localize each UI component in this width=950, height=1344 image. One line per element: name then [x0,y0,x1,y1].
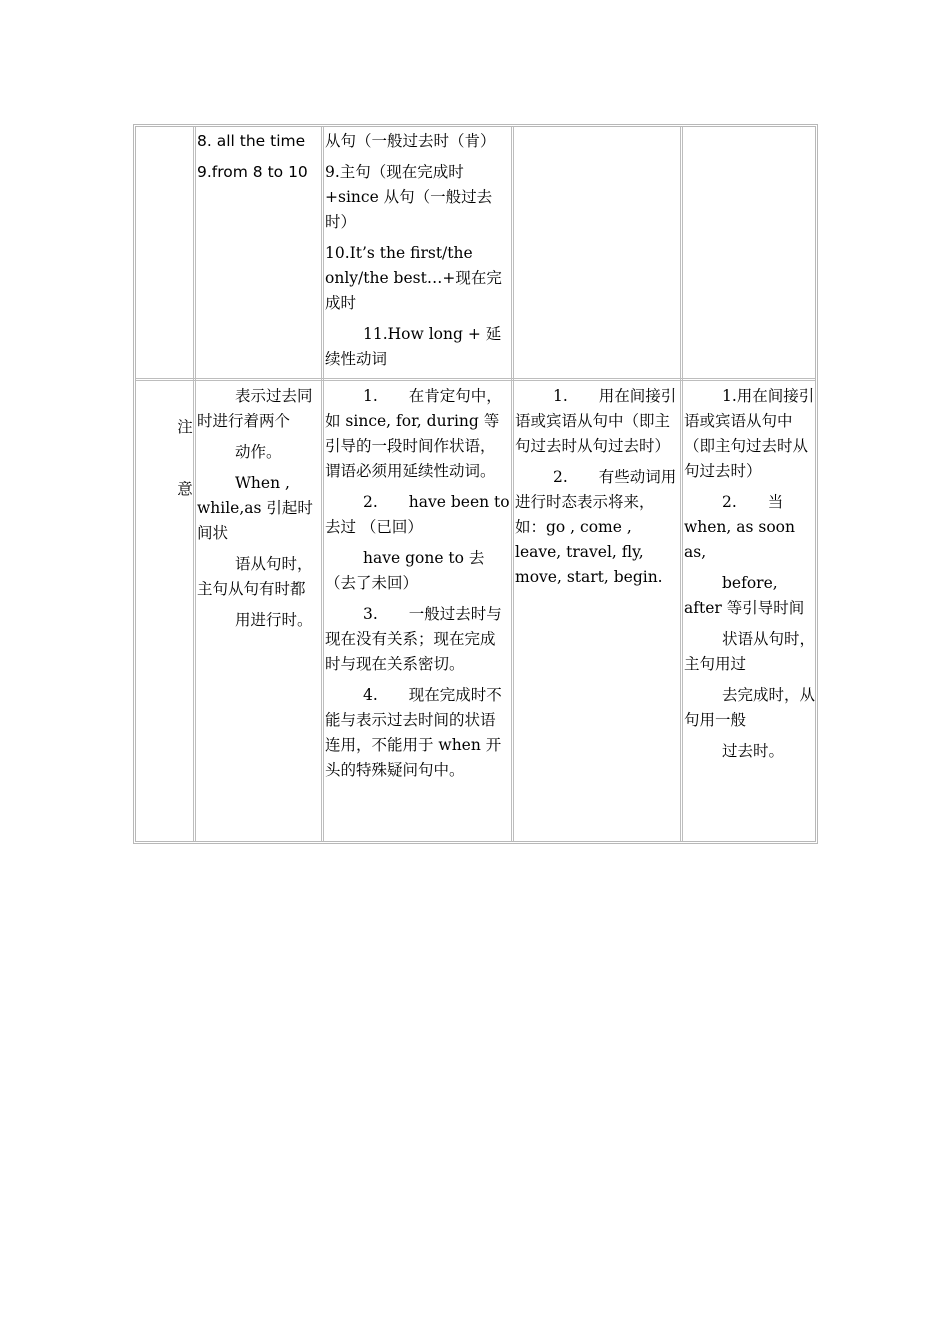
column-divider [321,127,324,841]
row1-col3-line: 从句（一般过去时（肯） [325,132,496,150]
row2-col2-line: When , while,as 引起时间状 [197,474,313,542]
row2-col3-line: 2. have been to 去过 （已回） [325,493,510,536]
row2-col5-line: 去完成时，从句用一般 [684,686,816,729]
row2-col4-line: 2. 有些动词用进行时态表示将来，如：go , come , leave, travel, fly, move, start, begin. [515,468,677,586]
row1-col2-cell [197,129,321,375]
row2-col5-line: 状语从句时，主句用过 [684,630,816,673]
note-label-top: 注 [177,418,193,436]
row2-col3-line: 1. 在肯定句中，如 since, for, during 等引导的一段时间作状语，谓语必须用延续性动词。 [325,387,502,480]
row2-col5-line: 1.用在间接引语或宾语从句中（即主句过去时从句过去时） [684,387,815,480]
row1-col2-line: 9.from 8 to 10 [197,163,308,181]
row2-col3-line: 3. 一般过去时与现在没有关系；现在完成时与现在关系密切。 [325,605,502,673]
row2-col3-line: 4. 现在完成时不能与表示过去时间的状语连用，不能用于 when 开头的特殊疑问句中。 [325,686,502,779]
grammar-table [133,124,818,844]
row1-col2-line: 8. all the time [197,132,306,150]
row2-col2-line: 语从句时，主句从句有时都 [197,555,313,598]
column-divider [680,127,683,841]
note-label-bottom: 意 [177,480,193,498]
row2-col3-line: have gone to 去（去了未回） [325,549,485,592]
column-divider [511,127,514,841]
row1-col3-cell [325,129,510,375]
row2-col2-line: 表示过去同时进行着两个 [197,387,313,430]
row2-col4-line: 1. 用在间接引语或宾语从句中（即主句过去时从句过去时） [515,387,677,455]
row2-col2-line: 用进行时。 [235,611,313,629]
row1-col3-line: 10.It’s the first/the only/the best…+现在完成时 [325,244,502,312]
row2-col5-cell [684,384,818,834]
row1-col3-line: 9.主句（现在完成时+since 从句（一般过去时） [325,163,493,231]
row2-col4-cell [515,384,680,834]
row1-col3-line: 11.How long + 延续性动词 [325,325,502,368]
row2-col5-line: before, after 等引导时间 [684,574,805,617]
row2-col5-line: 过去时。 [722,742,785,760]
row2-col5-line: 2. 当 when, as soon as, [684,493,795,561]
row2-col2-line: 动作。 [235,443,282,461]
row2-col3-cell [325,384,510,834]
row-divider [136,378,815,381]
row2-col2-cell [197,384,319,834]
